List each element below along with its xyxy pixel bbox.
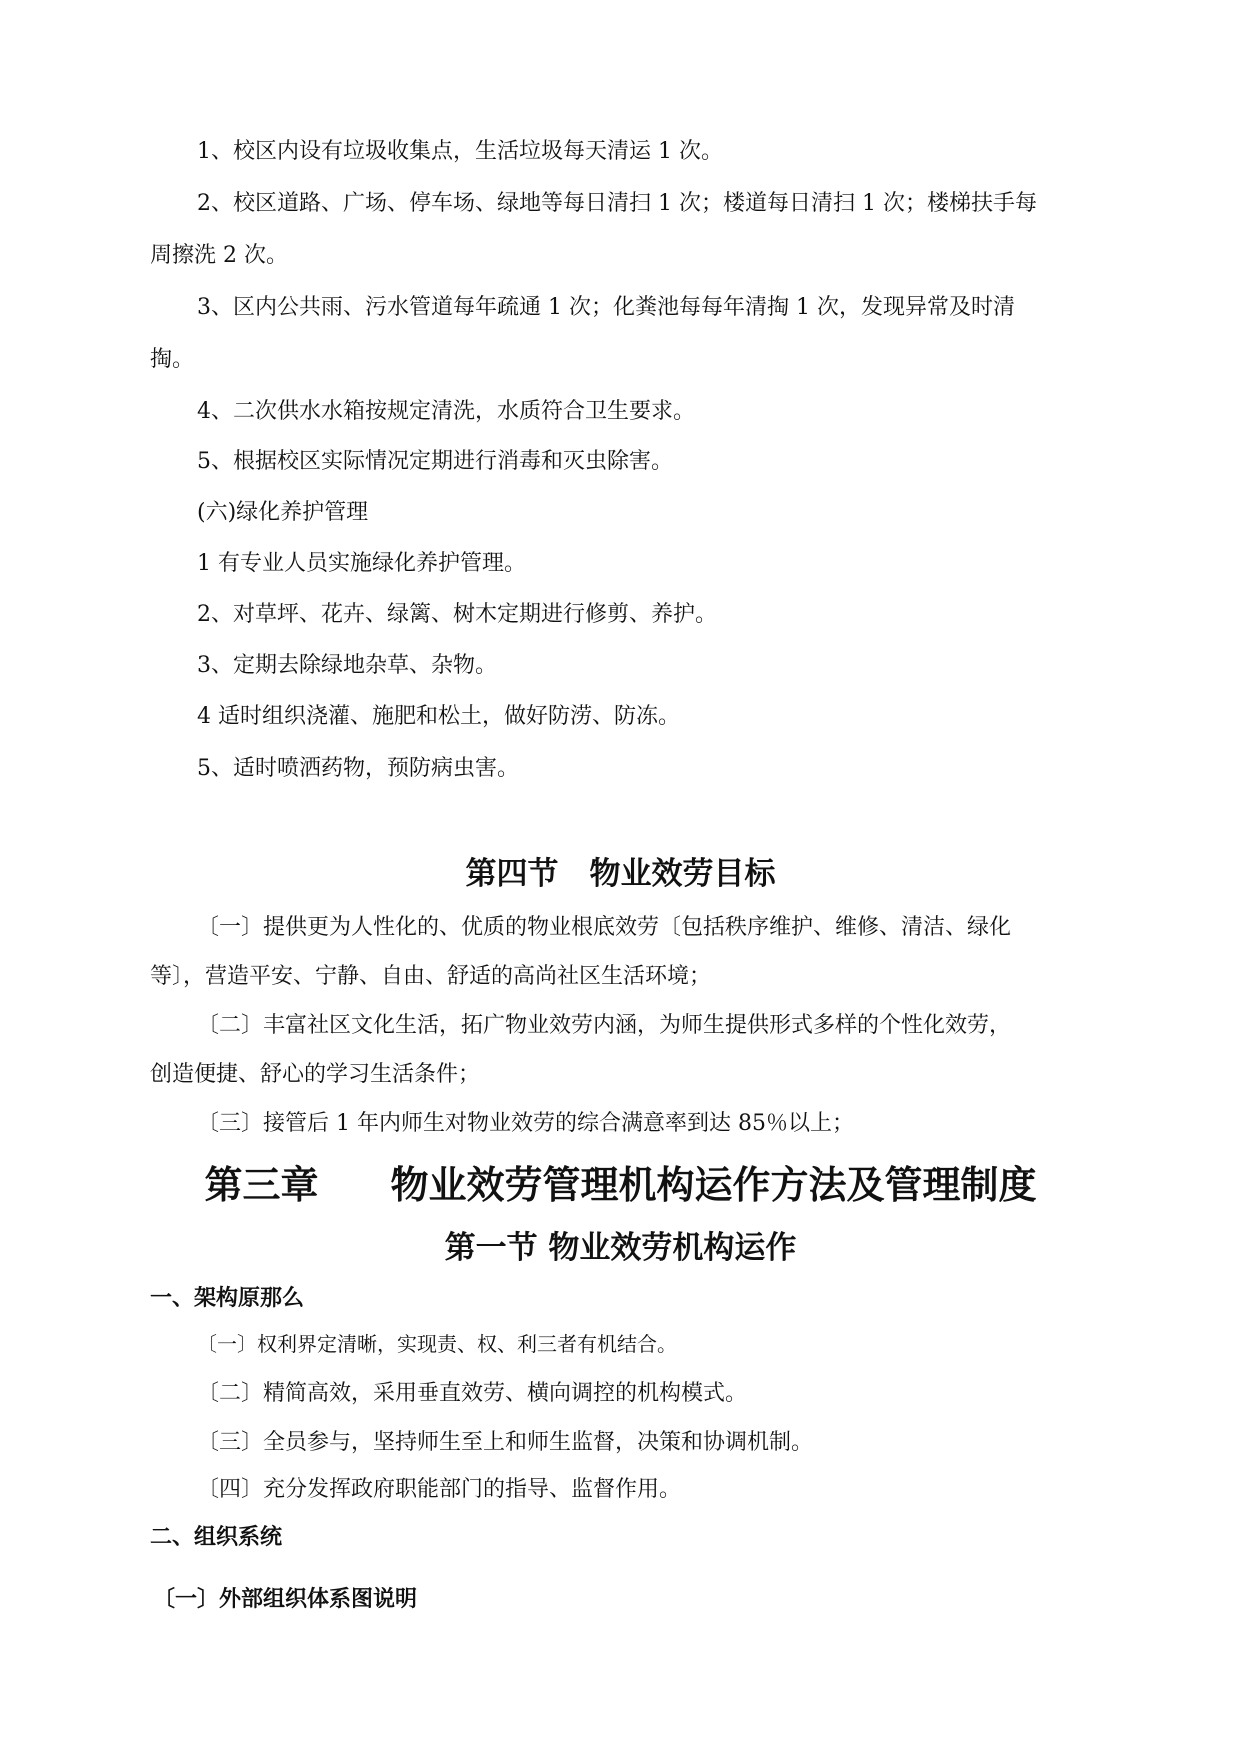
paragraph-continuation: 等〕，营造平安、宁静、自由、舒适的高尚社区生活环境； <box>150 964 712 989</box>
paragraph: 5、根据校区实际情况定期进行消毒和灭虫除害。 <box>197 449 673 474</box>
chapter-name: 物业效劳管理机构运作方法及管理制度 <box>390 1163 1037 1207</box>
subpart-heading: 〔一〕外部组织体系图说明 <box>153 1587 418 1612</box>
paragraph: 1 有专业人员实施绿化养护管理。 <box>197 551 526 576</box>
paragraph: 2、校区道路、广场、停车场、绿地等每日清扫 1 次；楼道每日清扫 1 次；楼梯扶手每 <box>197 191 1037 216</box>
part-heading: 二、组织系统 <box>150 1525 283 1550</box>
part-heading: 一、架构原那么 <box>150 1286 305 1311</box>
paragraph: 2、对草坪、花卉、绿篱、树木定期进行修剪、养护。 <box>197 602 717 627</box>
paragraph-continuation: 掏。 <box>150 347 195 372</box>
paragraph: 〔二〕丰富社区文化生活，拓广物业效劳内涵，为师生提供形式多样的个性化效劳， <box>197 1013 1012 1038</box>
section-title: 第一节 物业效劳机构运作 <box>444 1230 797 1266</box>
paragraph: 4 适时组织浇灌、施肥和松土，做好防涝、防冻。 <box>197 704 680 729</box>
paragraph: 3、区内公共雨、污水管道每年疏通 1 次；化粪池每每年清掏 1 次，发现异常及时清 <box>197 295 1015 320</box>
paragraph: 〔一〕权利界定清晰，实现责、权、利三者有机结合。 <box>197 1332 677 1356</box>
paragraph: 〔三〕接管后 1 年内师生对物业效劳的综合满意率到达 85％以上； <box>197 1111 854 1136</box>
paragraph: 1、校区内设有垃圾收集点，生活垃圾每天清运 1 次。 <box>197 139 723 164</box>
subsection-heading: (六)绿化养护管理 <box>197 500 369 525</box>
chapter-number: 第三章 <box>204 1163 319 1207</box>
section-title: 第四节 物业效劳目标 <box>465 856 776 892</box>
paragraph: 〔四〕充分发挥政府职能部门的指导、监督作用。 <box>197 1477 682 1502</box>
paragraph-continuation: 创造便捷、舒心的学习生活条件； <box>150 1062 481 1087</box>
paragraph: 3、定期去除绿地杂草、杂物。 <box>197 653 497 678</box>
chapter-title <box>0 1154 1241 1209</box>
paragraph: 〔二〕精简高效，采用垂直效劳、横向调控的机构模式。 <box>197 1381 748 1406</box>
paragraph: 4、二次供水水箱按规定清洗，水质符合卫生要求。 <box>197 399 695 424</box>
paragraph-continuation: 周擦洗 2 次。 <box>150 243 288 268</box>
paragraph: 〔三〕全员参与，坚持师生至上和师生监督，决策和协调机制。 <box>197 1430 814 1455</box>
paragraph: 5、适时喷洒药物，预防病虫害。 <box>197 756 519 781</box>
paragraph: 〔一〕提供更为人性化的、优质的物业根底效劳〔包括秩序维护、维修、清洁、绿化 <box>197 915 1012 940</box>
